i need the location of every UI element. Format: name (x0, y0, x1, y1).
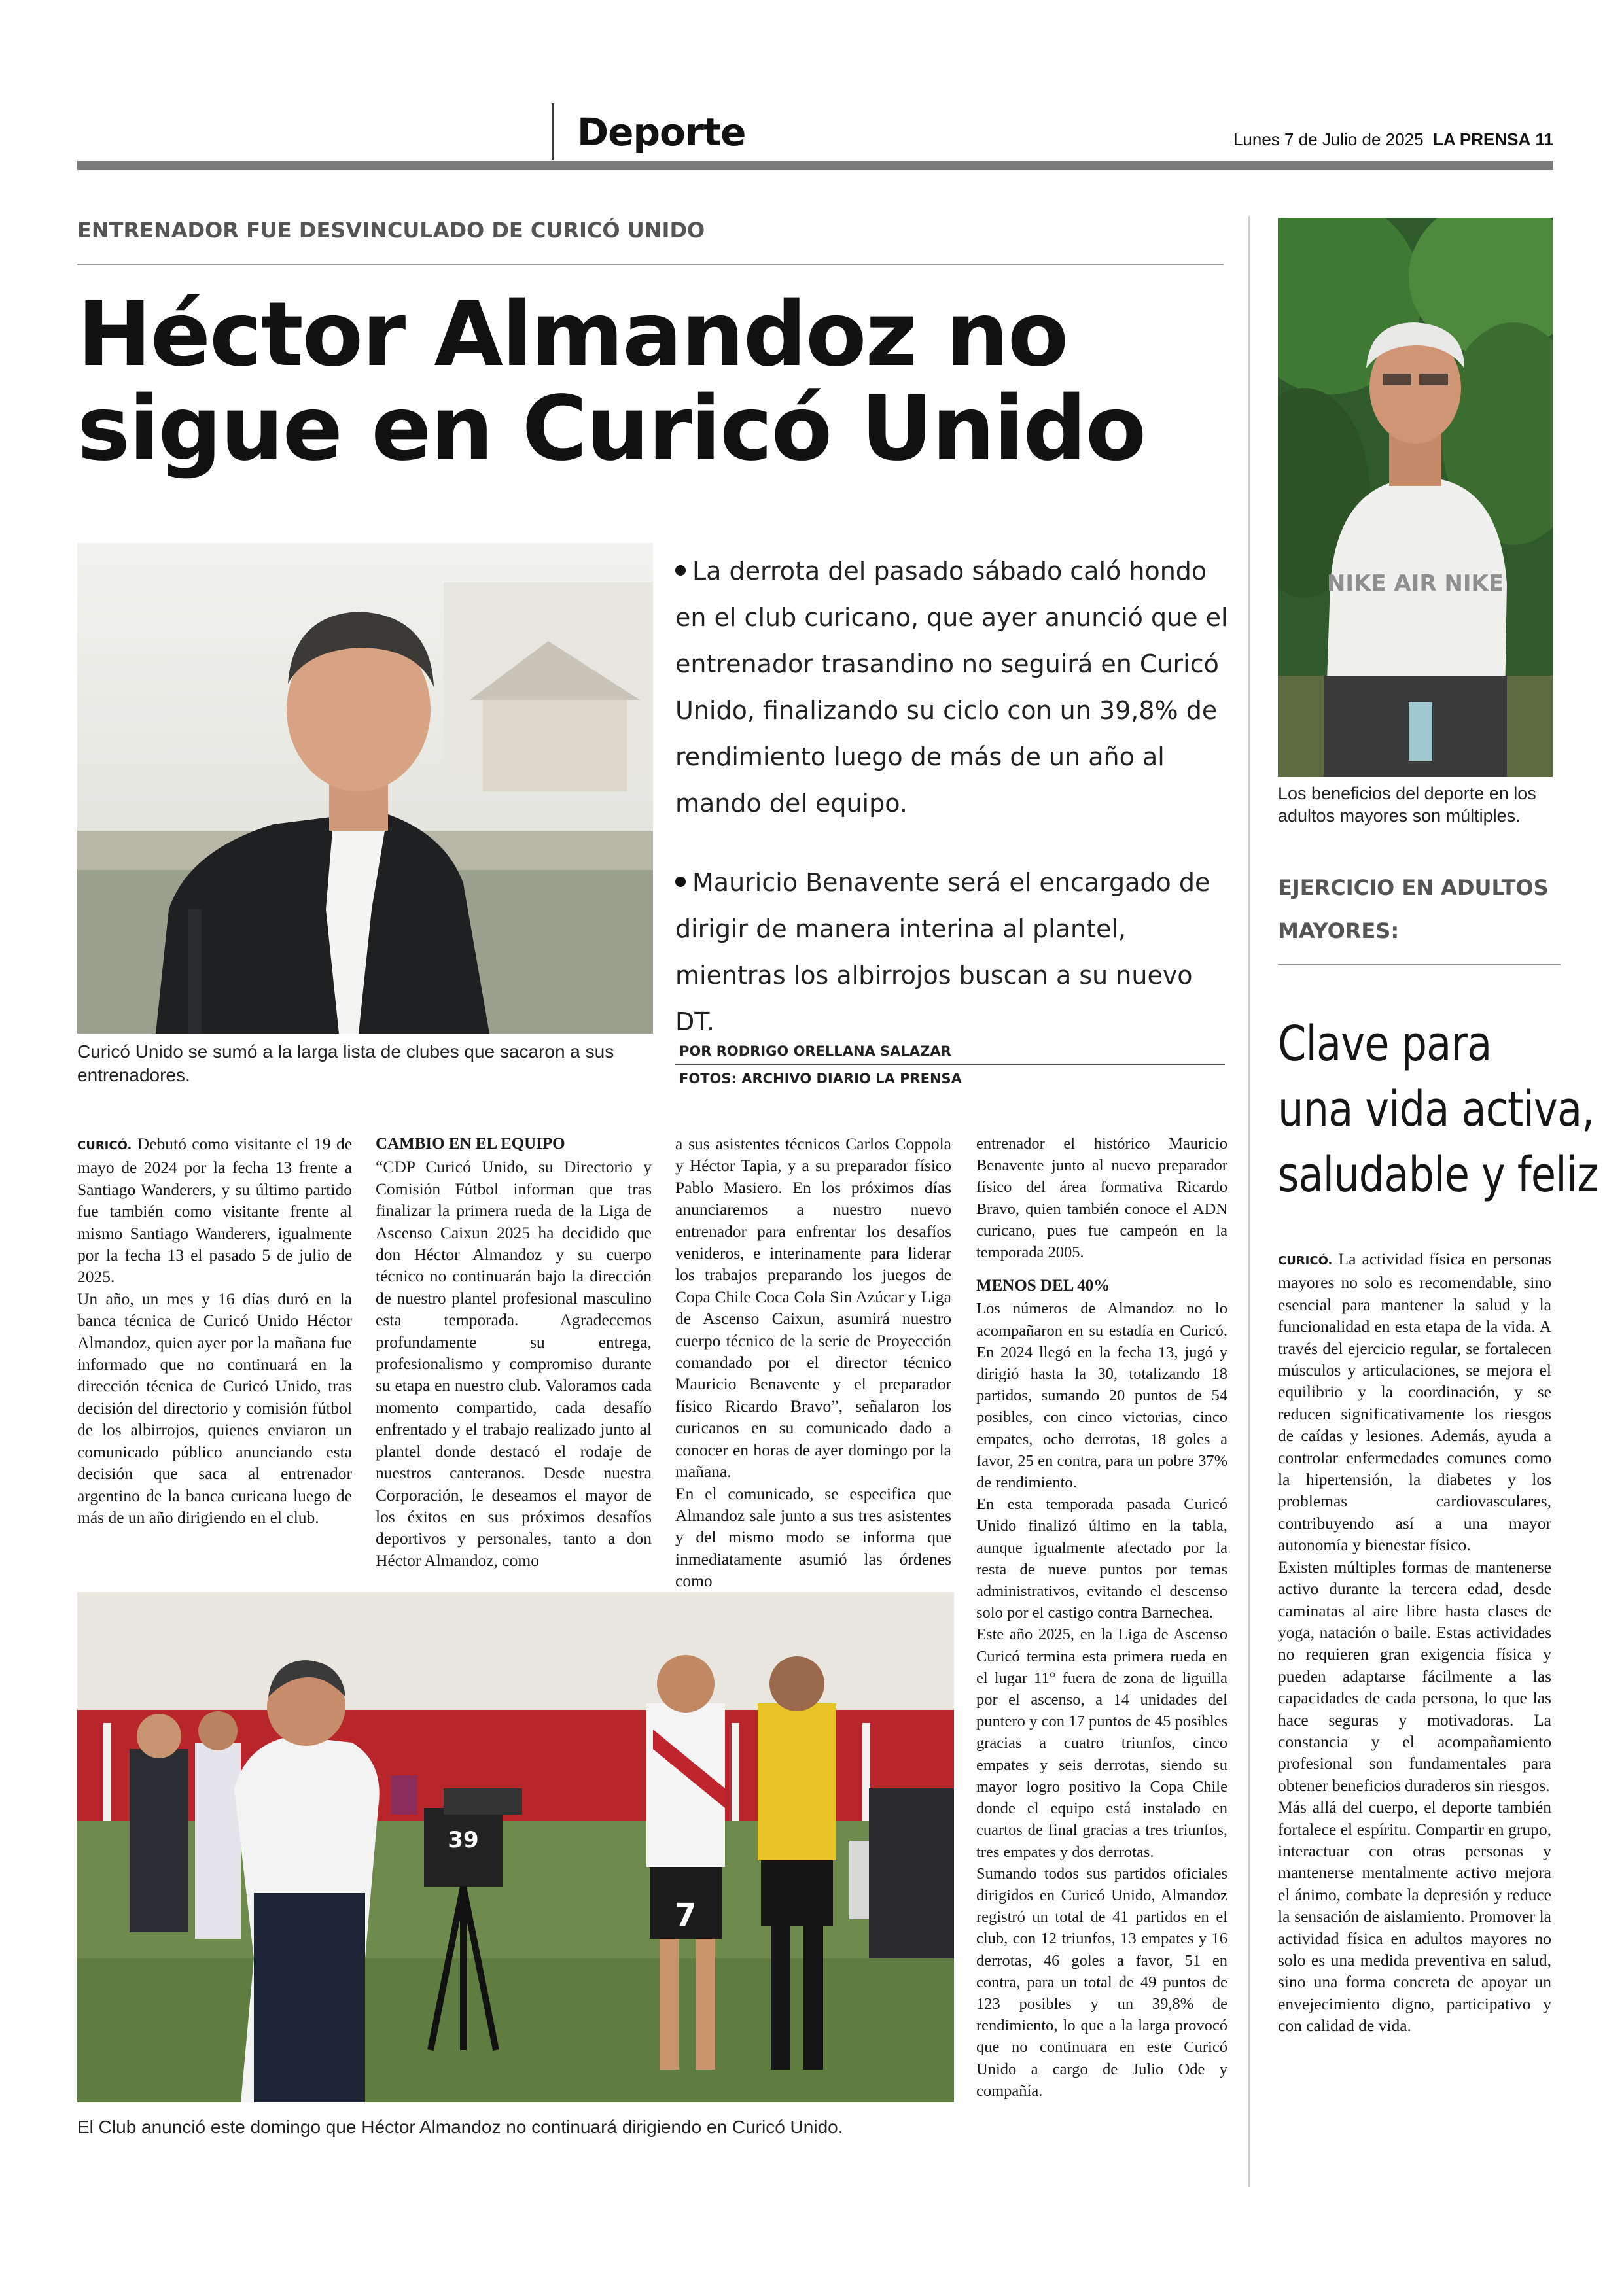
header-divider (552, 103, 554, 160)
col4-paragraph-1: entrenador el histórico Mauricio Benavente junto al nuevo preparador físico del área formativa Ricardo Bravo, quien también conoce el ADN curicano, pues fue campeón en la temporada 2005. (976, 1135, 1227, 1262)
header-rule (77, 161, 1553, 170)
col1-paragraph-2: Un año, un mes y 16 días duró en la banca técnica de Curicó Unido Héctor Almandoz, quien ayer por la mañana fue informado que no continuará en la dirección técnica de Curicó Unido, tras decisión del directorio y comisión fútbol de los albirrojos, quienes enviaron un comunicado público anunciando esta decisión que saca al entrenador argentino de la banca curicana luego de más de un año dirigiendo en el club. (77, 1289, 352, 1527)
subhead-cambio: CAMBIO EN EL EQUIPO (376, 1135, 565, 1153)
headline-line-2: sigue en Curicó Unido (77, 377, 1146, 481)
article-headline (77, 283, 1229, 481)
byline: POR RODRIGO ORELLANA SALAZAR (679, 1043, 951, 1059)
article-column-4 (976, 1133, 1227, 2102)
dateline-lead: CURICÓ. (77, 1139, 132, 1153)
coach-portrait-photo (77, 543, 653, 1034)
sidebar-paragraph-3: Más allá del cuerpo, el deporte también fortalece el espíritu. Compartir en grupo, interactuar con otras personas y mantenerse mentalmente activo mejora el ánimo, combate la depresión y reduce la sensación de aislamiento. Promover la actividad física en adultos mayores no solo es una medida preventiva en salud, sino una forma concreta de apoyar un envejecimiento digno, participativo y con calidad de vida. (1278, 1798, 1551, 2036)
bullet-icon (675, 877, 686, 887)
newspaper-name: LA PRENSA (1432, 130, 1531, 149)
sidebar-title-line-1: Clave para (1278, 1016, 1492, 1072)
col4-paragraph-4: Este año 2025, en la Liga de Ascenso Curicó termina esta primera rueda en el lugar 11° fuera de zona de liguilla por el ascenso, a 14 unidades del puntero y con 17 puntos de 45 posibles gracias a cuatro triunfos, cinco empates y seis derrotas, siendo su mayor logro positivo la Copa Chile donde el equipo está instalado en cuartos de final gracias a tres triunfos, tres empates y dos derrotas. (976, 1626, 1227, 1861)
deck-text-2: Mauricio Benavente será el encargado de dirigir de manera interina al plantel, mientras los albirrojos buscan a su nuevo DT. (675, 868, 1210, 1036)
deck-item-1 (675, 548, 1229, 827)
col3-paragraph-1: a sus asistentes técnicos Carlos Coppola y Héctor Tapia, y a su preparador físico Pablo Masiero. En los próximos días anunciaremos a nuestro nuevo entrenador para enfrentar los desafíos venideros, e interinamente para liderar los trabajos preparando los juegos de Copa Chile Coca Cola Sin Azúcar y Liga de Ascenso Caixun, asumirá nuestro cuerpo técnico de la serie de Proyección comandado por el director técnico Mauricio Benavente y el preparador físico Ricardo Bravo”, señalaron los curicanos en su comunicado dado a conocer en horas de ayer domingo por la mañana. (675, 1134, 951, 1482)
sideline-photo (77, 1592, 954, 2102)
camera-number: 39 (448, 1827, 479, 1853)
photo-credit: FOTOS: ARCHIVO DIARIO LA PRENSA (679, 1071, 962, 1087)
player-number: 7 (675, 1897, 697, 1934)
deck-text-1: La derrota del pasado sábado caló hondo en el club curicano, que ayer anunció que el entrenador trasandino no seguirá en Curicó Unido, finalizando su ciclo con un 39,8% de rendimiento luego de más de un año al mando del equipo. (675, 557, 1228, 818)
sidebar-photo-caption: Los beneficios del deporte en los adultos mayores son múltiples. (1278, 784, 1536, 826)
kicker-rule (77, 264, 1224, 265)
dateline (1233, 130, 1553, 150)
sidebar-kicker: EJERCICIO EN ADULTOS MAYORES: (1278, 875, 1549, 943)
page-number: 11 (1535, 130, 1553, 149)
photo1-caption: Curicó Unido se sumó a la larga lista de clubes que sacaron a sus entrenadores. (77, 1041, 614, 1085)
col4-paragraph-2: Los números de Almandoz no lo acompañaron en su estadía en Curicó. En 2024 llegó en la fecha 13, jugó y dirigió hasta la 30, totalizando 18 partidos, sumando 20 puntos de 54 posibles, con cinco victorias, cinco empates, ocho derrotas, 18 goles a favor, 25 en contra, para un pobre 37% de rendimiento. (976, 1300, 1227, 1492)
deck-item-2 (675, 860, 1229, 1045)
subhead-menos: MENOS DEL 40% (976, 1277, 1110, 1295)
headline-line-1: Héctor Almandoz no (77, 283, 1068, 387)
col4-paragraph-3: En esta temporada pasada Curicó Unido finalizó último en la tabla, aunque igualmente afectado por la resta de nueve puntos por temas administrativos, evitando el descenso solo por el castigo contra Barnechea. (976, 1495, 1227, 1622)
col1-paragraph-1: Debutó como visitante el 19 de mayo de 2024 por la fecha 13 frente a Santiago Wanderers, y su último partido fue también como visitante frente al mismo Santiago Wanderers, igualmente por la fecha 13 el pasado 5 de julio de 2025. (77, 1134, 353, 1287)
byline-rule (675, 1064, 1225, 1065)
article-column-3 (675, 1133, 951, 1592)
shirt-print: NIKE AIR NIKE (1326, 570, 1504, 597)
article-column-2 (376, 1133, 652, 1571)
article-kicker: ENTRENADOR FUE DESVINCULADO DE CURICÓ UNIDO (77, 218, 705, 243)
bullet-icon (675, 565, 686, 576)
sidebar-divider (1248, 216, 1250, 2187)
photo2-caption: El Club anunció este domingo que Héctor Almandoz no continuará dirigiendo en Curicó Unido. (77, 2117, 843, 2137)
senior-exercise-photo (1278, 218, 1553, 777)
sidebar-title (1278, 1011, 1598, 1208)
sidebar-paragraph-1: La actividad física en personas mayores no solo es recomendable, sino esencial para mantener la salud y la funcionalidad en esta etapa de la vida. A través del ejercicio regular, se fortalecen músculos y articulaciones, se mejora el equilibrio y la coordinación, y se reducen significativamente los riesgos de caídas y lesiones. Además, ayuda a controlar enfermedades comunes como la hipertensión, la diabetes y los problemas cardiovasculares, contribuyendo así a una mayor autonomía y bienestar físico. (1278, 1249, 1551, 1555)
section-name: Deporte (577, 110, 746, 154)
sidebar-title-line-3: saludable y feliz (1278, 1147, 1598, 1203)
sidebar-paragraph-2: Existen múltiples formas de mantenerse activo durante la tercera edad, desde caminatas al aire libre hasta clases de yoga, natación o baile. Estas actividades no requieren gran exigencia física y pueden adaptarse fácilmente a las capacidades de cada persona, lo que las hace seguras y motivadoras. La constancia y el acompañamiento profesional son fundamentales para obtener beneficios duraderos sin riesgos. (1278, 1557, 1551, 1795)
sidebar-rule (1278, 964, 1561, 965)
col3-paragraph-2: En el comunicado, se especifica que Almandoz sale junto a sus tres asistentes y del mismo modo se informa que inmediatamente asumió las órdenes como (675, 1484, 951, 1591)
col4-paragraph-5: Sumando todos sus partidos oficiales dirigidos en Curicó Unido, Almandoz registró un total de 41 partidos en el club, con 12 triunfos, 13 empates y 16 derrotas, 46 goles a favor, 51 en contra, para un total de 49 puntos de 123 posibles y un 39,8% de rendimiento, lo que a la larga provocó que no continuara en este Curicó Unido a cargo de Julio Ode y compañía. (976, 1864, 1227, 2100)
article-column-1 (77, 1133, 352, 1528)
sidebar-dateline-lead: CURICÓ. (1278, 1254, 1333, 1268)
sidebar-title-line-2: una vida activa, (1278, 1081, 1595, 1138)
col2-paragraph-1: “CDP Curicó Unido, su Directorio y Comisión Fútbol informan que tras finalizar la primera rueda de la Liga de Ascenso Caixun 2025 ha decidido que don Héctor Almandoz y su cuerpo técnico no continuarán bajo la dirección de nuestro plantel profesional masculino esta temporada. Agradecemos profundamente su entrega, profesionalismo y compromiso durante su etapa en nuestro club. Valoramos cada momento compartido, cada desafío enfrentado y el trabajo realizado junto al plantel donde destacó el rodaje de nuestros canteranos. Desde nuestra Corporación, le deseamos el mayor de los éxitos en sus próximos desafíos deportivos y personales, tanto a don Héctor Almandoz, como (376, 1157, 652, 1570)
sidebar-body (1278, 1248, 1551, 2037)
issue-date: Lunes 7 de Julio de 2025 (1233, 130, 1424, 149)
